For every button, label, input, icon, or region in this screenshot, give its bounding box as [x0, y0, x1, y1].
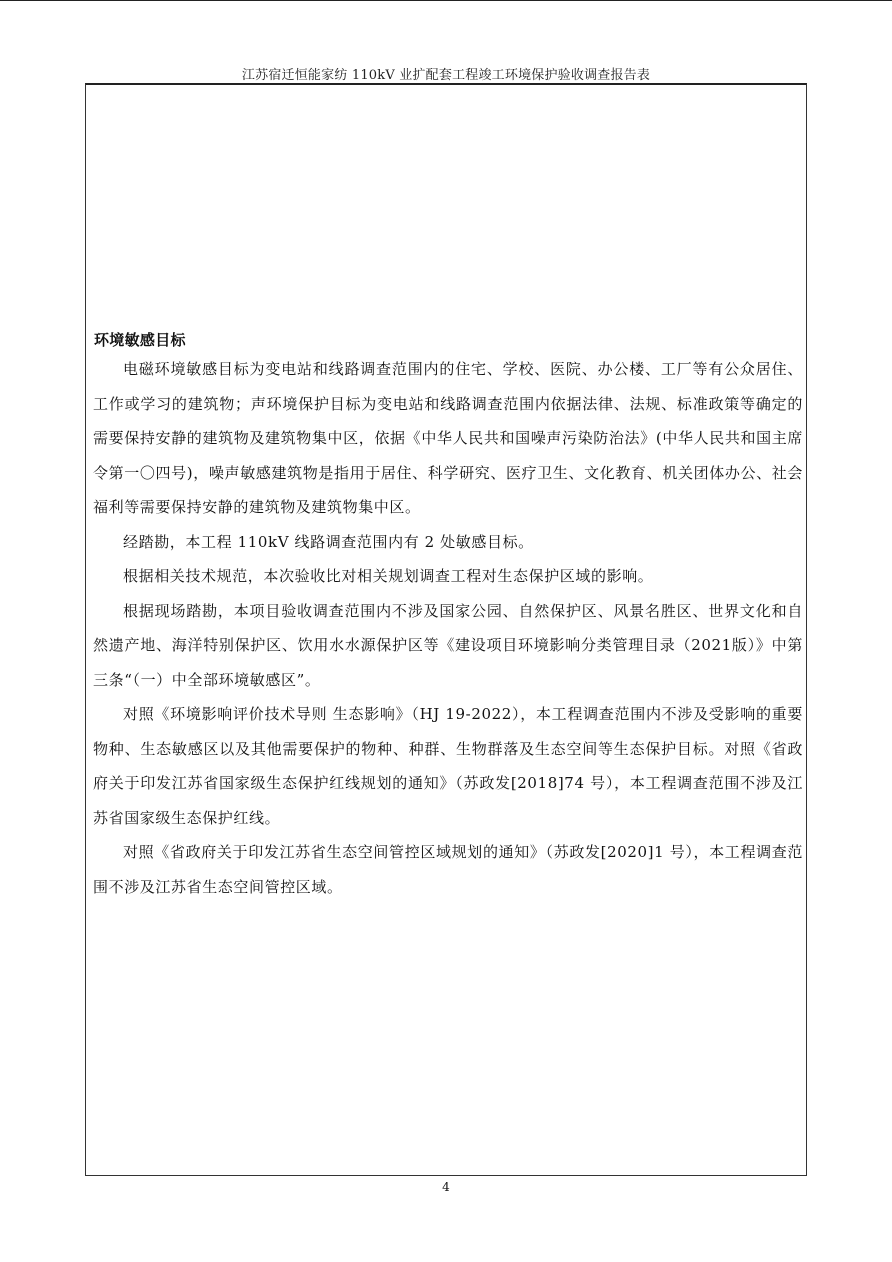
paragraph-field-survey: 根据现场踏勘，本项目验收调查范围内不涉及国家公园、自然保护区、风景名胜区、世界文化和自然遗产地、海洋特别保护区、饮用水水源保护区等《建设项目环境影响分类管理目录（2021版）》中第三条“（一）中全部环境敏感区”。: [93, 601, 803, 689]
page-number: 4: [442, 1180, 450, 1194]
section-title: 环境敏感目标: [94, 331, 186, 349]
paragraph-technical-specification: 根据相关技术规范，本次验收比对相关规划调查工程对生态保护区域的影响。: [123, 567, 654, 585]
top-edge-rule: [0, 0, 892, 1]
paragraph-ecological-guideline: 对照《环境影响评价技术导则 生态影响》（HJ 19-2022），本工程调查范围内不涉及受影响的重要物种、生态敏感区以及其他需要保护的物种、种群、生物群落及生态空间等生态保护目标。对照《省政府关于印发江苏省国家级生态保护红线规划的通知》（苏政发[2018]74 号），本工程调查范围不涉及江苏省国家级生态保护红线。: [93, 705, 803, 827]
paragraph-ecological-control-zone: 对照《省政府关于印发江苏省生态空间管控区域规划的通知》（苏政发[2020]1 号），本工程调查范围不涉及江苏省生态空间管控区域。: [93, 843, 803, 896]
paragraph-sensitive-targets-definition: 电磁环境敏感目标为变电站和线路调查范围内的住宅、学校、医院、办公楼、工厂等有公众居住、工作或学习的建筑物；声环境保护目标为变电站和线路调查范围内依据法律、法规、标准政策等确定的需要保持安静的建筑物及建筑物集中区，依据《中华人民共和国噪声污染防治法》(中华人民共和国主席令第一〇四号)，噪声敏感建筑物是指用于居住、科学研究、医疗卫生、文化教育、机关团体办公、社会福利等需要保持安静的建筑物及建筑物集中区。: [93, 360, 803, 516]
paragraph-survey-result: 经踏勘，本工程 110kV 线路调查范围内有 2 处敏感目标。: [123, 532, 534, 551]
page-header: 江苏宿迁恒能家纺 110kV 业扩配套工程竣工环境保护验收调查报告表: [241, 68, 651, 83]
section-body: [93, 352, 803, 904]
